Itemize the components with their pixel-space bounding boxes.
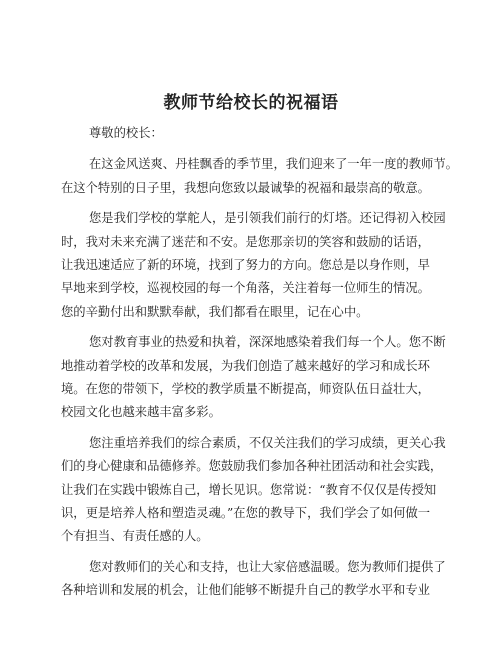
paragraph-5-line-1: 您对教师们的关心和支持，也让大家倍感温暖。您为教师们提供了 <box>89 560 446 574</box>
paragraph-3-line-4: 校园文化也越来越丰富多彩。 <box>61 405 221 419</box>
paragraph-4-line-2: 们的身心健康和品德修养。您鼓励我们参加各种社团活动和社会实践， <box>61 459 443 473</box>
paragraph-2-line-2: 时，我对未来充满了迷茫和不安。是您那亲切的笑容和鼓励的话语， <box>61 235 430 249</box>
paragraph-3-line-1: 您对教育事业的热爱和执着，深深地感染着我们每一个人。您不断 <box>89 335 446 349</box>
paragraph-3-line-3: 境。在您的带领下，学校的教学质量不断提高，师资队伍日益壮大， <box>61 382 430 396</box>
paragraph-5-line-2: 各种培训和发展的机会，让他们能够不断提升自己的教学水平和专业 <box>61 583 430 597</box>
paragraph-2-line-1: 您是我们学校的掌舵人，是引领我们前行的灯塔。还记得初入校园 <box>89 211 446 225</box>
paragraph-2-line-3: 让我迅速适应了新的环境，找到了努力的方向。您总是以身作则，早 <box>61 258 430 272</box>
paragraph-4-line-5: 个有担当、有责任感的人。 <box>61 529 209 543</box>
paragraph-4-line-3: 让我们在实践中锻炼自己，增长见识。您常说：“教育不仅仅是传授知 <box>61 483 437 497</box>
paragraph-2-line-4: 早地来到学校，巡视校园的每一个角落，关注着每一位师生的情况。 <box>61 281 430 295</box>
paragraph-4-line-1: 您注重培养我们的综合素质，不仅关注我们的学习成绩，更关心我 <box>89 436 446 450</box>
greeting: 尊敬的校长： <box>89 126 163 140</box>
paragraph-1-line-2: 在这个特别的日子里，我想向您致以最诚挚的祝福和最崇高的敬意。 <box>61 181 430 195</box>
document-title: 教师节给校长的祝福语 <box>163 93 339 113</box>
paragraph-1-line-1: 在这金风送爽、丹桂飘香的季节里，我们迎来了一年一度的教师节。 <box>89 157 458 171</box>
paragraph-2-line-5: 您的辛勤付出和默默奉献，我们都看在眼里，记在心中。 <box>61 305 369 319</box>
paragraph-4-line-4: 识，更是培养人格和塑造灵魂。”在您的教导下，我们学会了如何做一 <box>61 506 431 520</box>
paragraph-3-line-2: 地推动着学校的改革和发展，为我们创造了越来越好的学习和成长环 <box>61 359 430 373</box>
